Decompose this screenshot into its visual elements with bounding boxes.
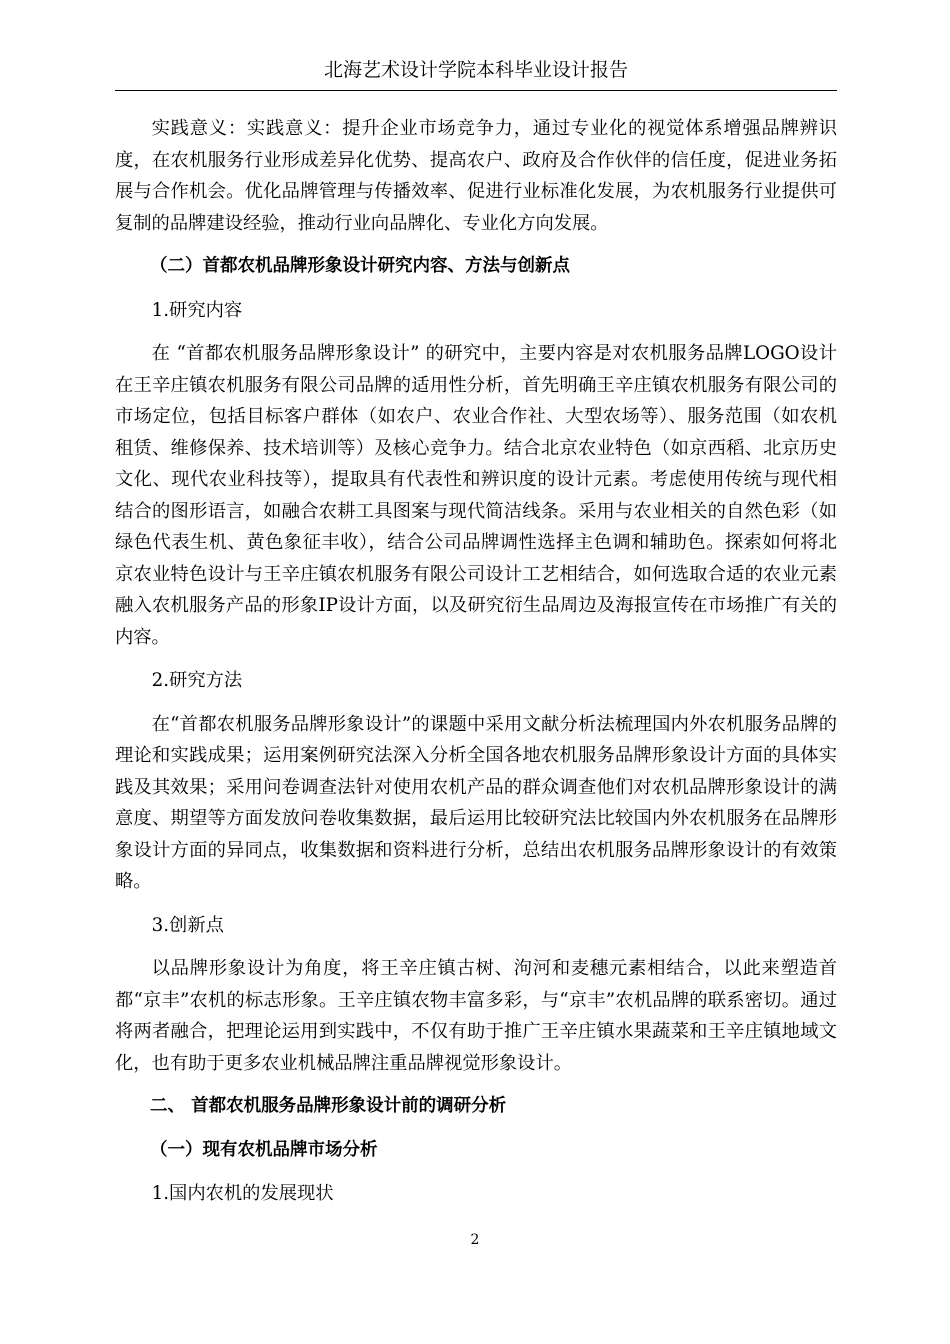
page-body	[115, 113, 837, 1222]
subheading-innovation: 3.创新点	[151, 914, 224, 936]
paragraph-innovation: 以品牌形象设计为角度，将王辛庄镇古树、泃河和麦穗元素相结合，以此来塑造首都“京丰”农机的标志形象。王辛庄镇农物丰富多彩，与“京丰”农机品牌的联系密切。通过将两者融合，把理论运用到实践中，不仅有助于推广王辛庄镇水果蔬菜和王辛庄镇地域文化，也有助于更多农业机械品牌注重品牌视觉形象设计。	[115, 958, 837, 1074]
chapter-heading-research-analysis: 二、 首都农机服务品牌形象设计前的调研分析	[150, 1096, 507, 1116]
paragraph-research-method: 在“首都农机服务品牌形象设计”的课题中采用文献分析法梳理国内外农机服务品牌的理论和实践成果；运用案例研究法深入分析全国各地农机服务品牌形象设计方面的具体实践及其效果；采用问卷调查法针对使用农机产品的群众调查他们对农机品牌形象设计的满意度、期望等方面发放问卷收集数据，最后运用比较研究法比较国内外农机服务在品牌形象设计方面的异同点，收集数据和资料进行分析，总结出农机服务品牌形象设计的有效策略。	[115, 713, 837, 892]
section-heading-market-analysis: （一）现有农机品牌市场分析	[150, 1139, 378, 1160]
section-heading-research-content: （二）首都农机品牌形象设计研究内容、方法与创新点	[150, 256, 570, 276]
subheading-research-method: 2.研究方法	[151, 670, 243, 691]
page-number: 2	[470, 1232, 480, 1248]
paragraph-research-content: 在 “首都农机服务品牌形象设计” 的研究中，主要内容是对农机服务品牌LOGO设计在王辛庄镇农机服务有限公司品牌的适用性分析，首先明确王辛庄镇农机服务有限公司的市场定位，包括目标客户群体（如农户、农业合作社、大型农场等）、服务范围（如农机租赁、维修保养、技术培训等）及核心竞争力。结合北京农业特色（如京西稻、北京历史文化、现代农业科技等），提取具有代表性和辨识度的设计元素。考虑使用传统与现代相结合的图形语言，如融合农耕工具图案与现代简洁线条。采用与农业相关的自然色彩（如绿色代表生机、黄色象征丰收），结合公司品牌调性选择主色调和辅助色。探索如何将北京农业特色设计与王辛庄镇农机服务有限公司设计工艺相结合，如何选取合适的农业元素融入农机服务产品的形象IP设计方面，以及研究衍生品周边及海报宣传在市场推广有关的内容。	[115, 343, 837, 648]
running-header: 北海艺术设计学院本科毕业设计报告	[115, 56, 837, 91]
paragraph-practical-significance: 实践意义：实践意义：提升企业市场竞争力，通过专业化的视觉体系增强品牌辨识度，在农机服务行业形成差异化优势、提高农户、政府及合作伙伴的信任度，促进业务拓展与合作机会。优化品牌管理与传播效率、促进行业标准化发展，为农机服务行业提供可复制的品牌建设经验，推动行业向品牌化、专业化方向发展。	[115, 118, 837, 234]
subheading-domestic-status: 1.国内农机的发展现状	[151, 1183, 334, 1204]
subheading-research-content: 1.研究内容	[151, 299, 243, 321]
